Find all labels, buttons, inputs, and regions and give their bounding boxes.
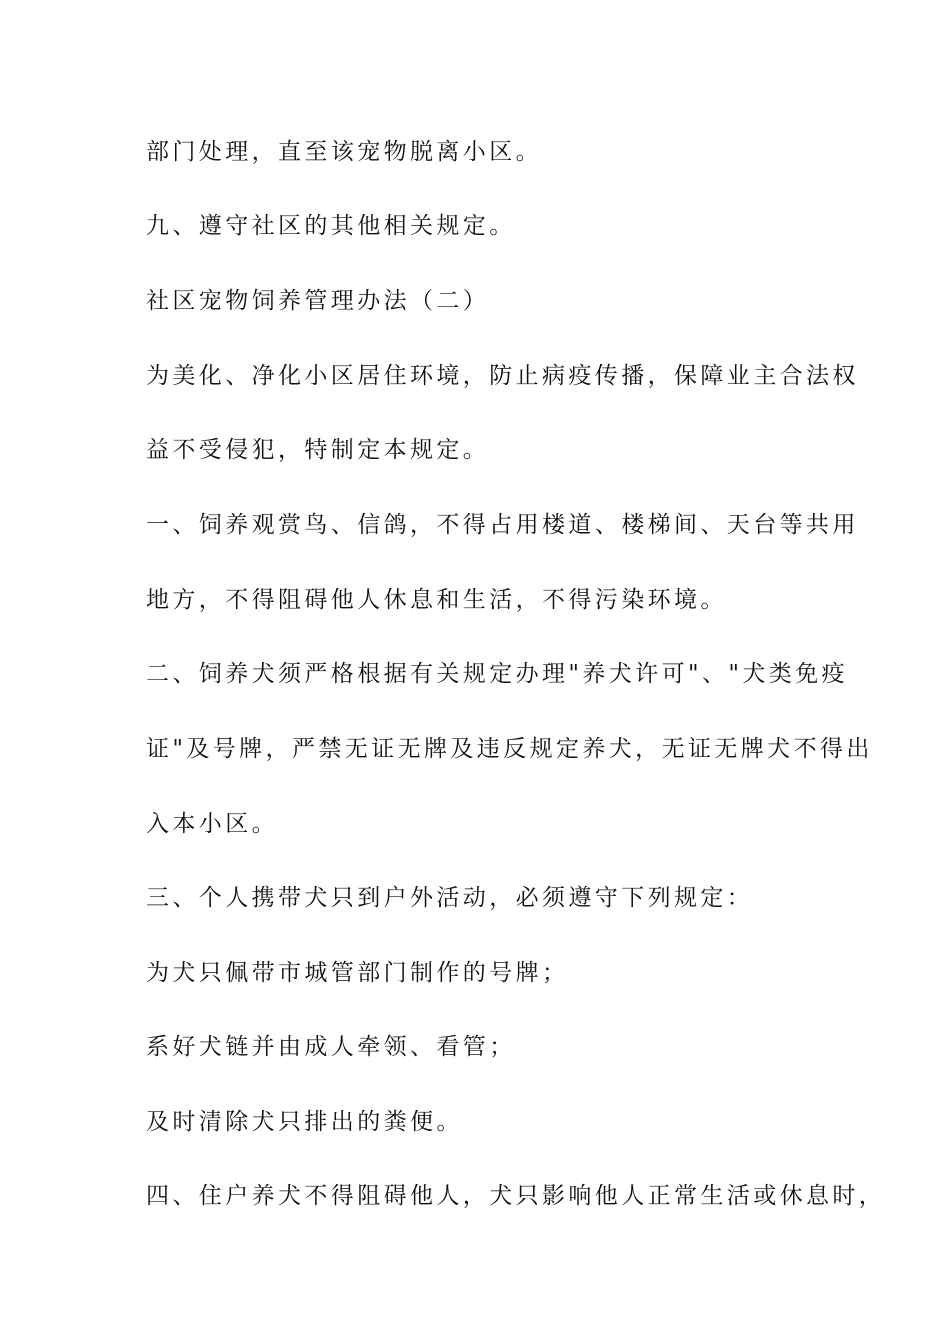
text-line-4: 为美化、净化小区居住环境，防止病疫传播，保障业主合法权	[146, 363, 859, 389]
text-line-6: 一、饲养观赏鸟、信鸽，不得占用楼道、楼梯间、天台等共用	[146, 512, 859, 538]
text-line-15: 四、住户养犬不得阻碍他人，犬只影响他人正常生活或休息时，	[146, 1183, 886, 1209]
text-line-12: 为犬只佩带市城管部门制作的号牌；	[146, 960, 569, 986]
text-line-11: 三、个人携带犬只到户外活动，必须遵守下列规定：	[146, 885, 754, 911]
text-line-13: 系好犬链并由成人牵领、看管；	[146, 1034, 516, 1060]
text-line-9: 证"及号牌，严禁无证无牌及违反规定养犬，无证无牌犬不得出	[146, 736, 873, 762]
text-line-2: 九、遵守社区的其他相关规定。	[146, 213, 516, 239]
text-line-10: 入本小区。	[146, 811, 278, 837]
text-line-5: 益不受侵犯，特制定本规定。	[146, 437, 490, 463]
section-title: 社区宠物饲养管理办法（二）	[146, 288, 490, 314]
text-line-14: 及时清除犬只排出的粪便。	[146, 1109, 463, 1135]
text-line-8: 二、饲养犬须严格根据有关规定办理"养犬许可"、"犬类免疫	[146, 661, 848, 687]
text-line-1: 部门处理，直至该宠物脱离小区。	[146, 139, 542, 165]
text-line-7: 地方，不得阻碍他人休息和生活，不得污染环境。	[146, 587, 727, 613]
